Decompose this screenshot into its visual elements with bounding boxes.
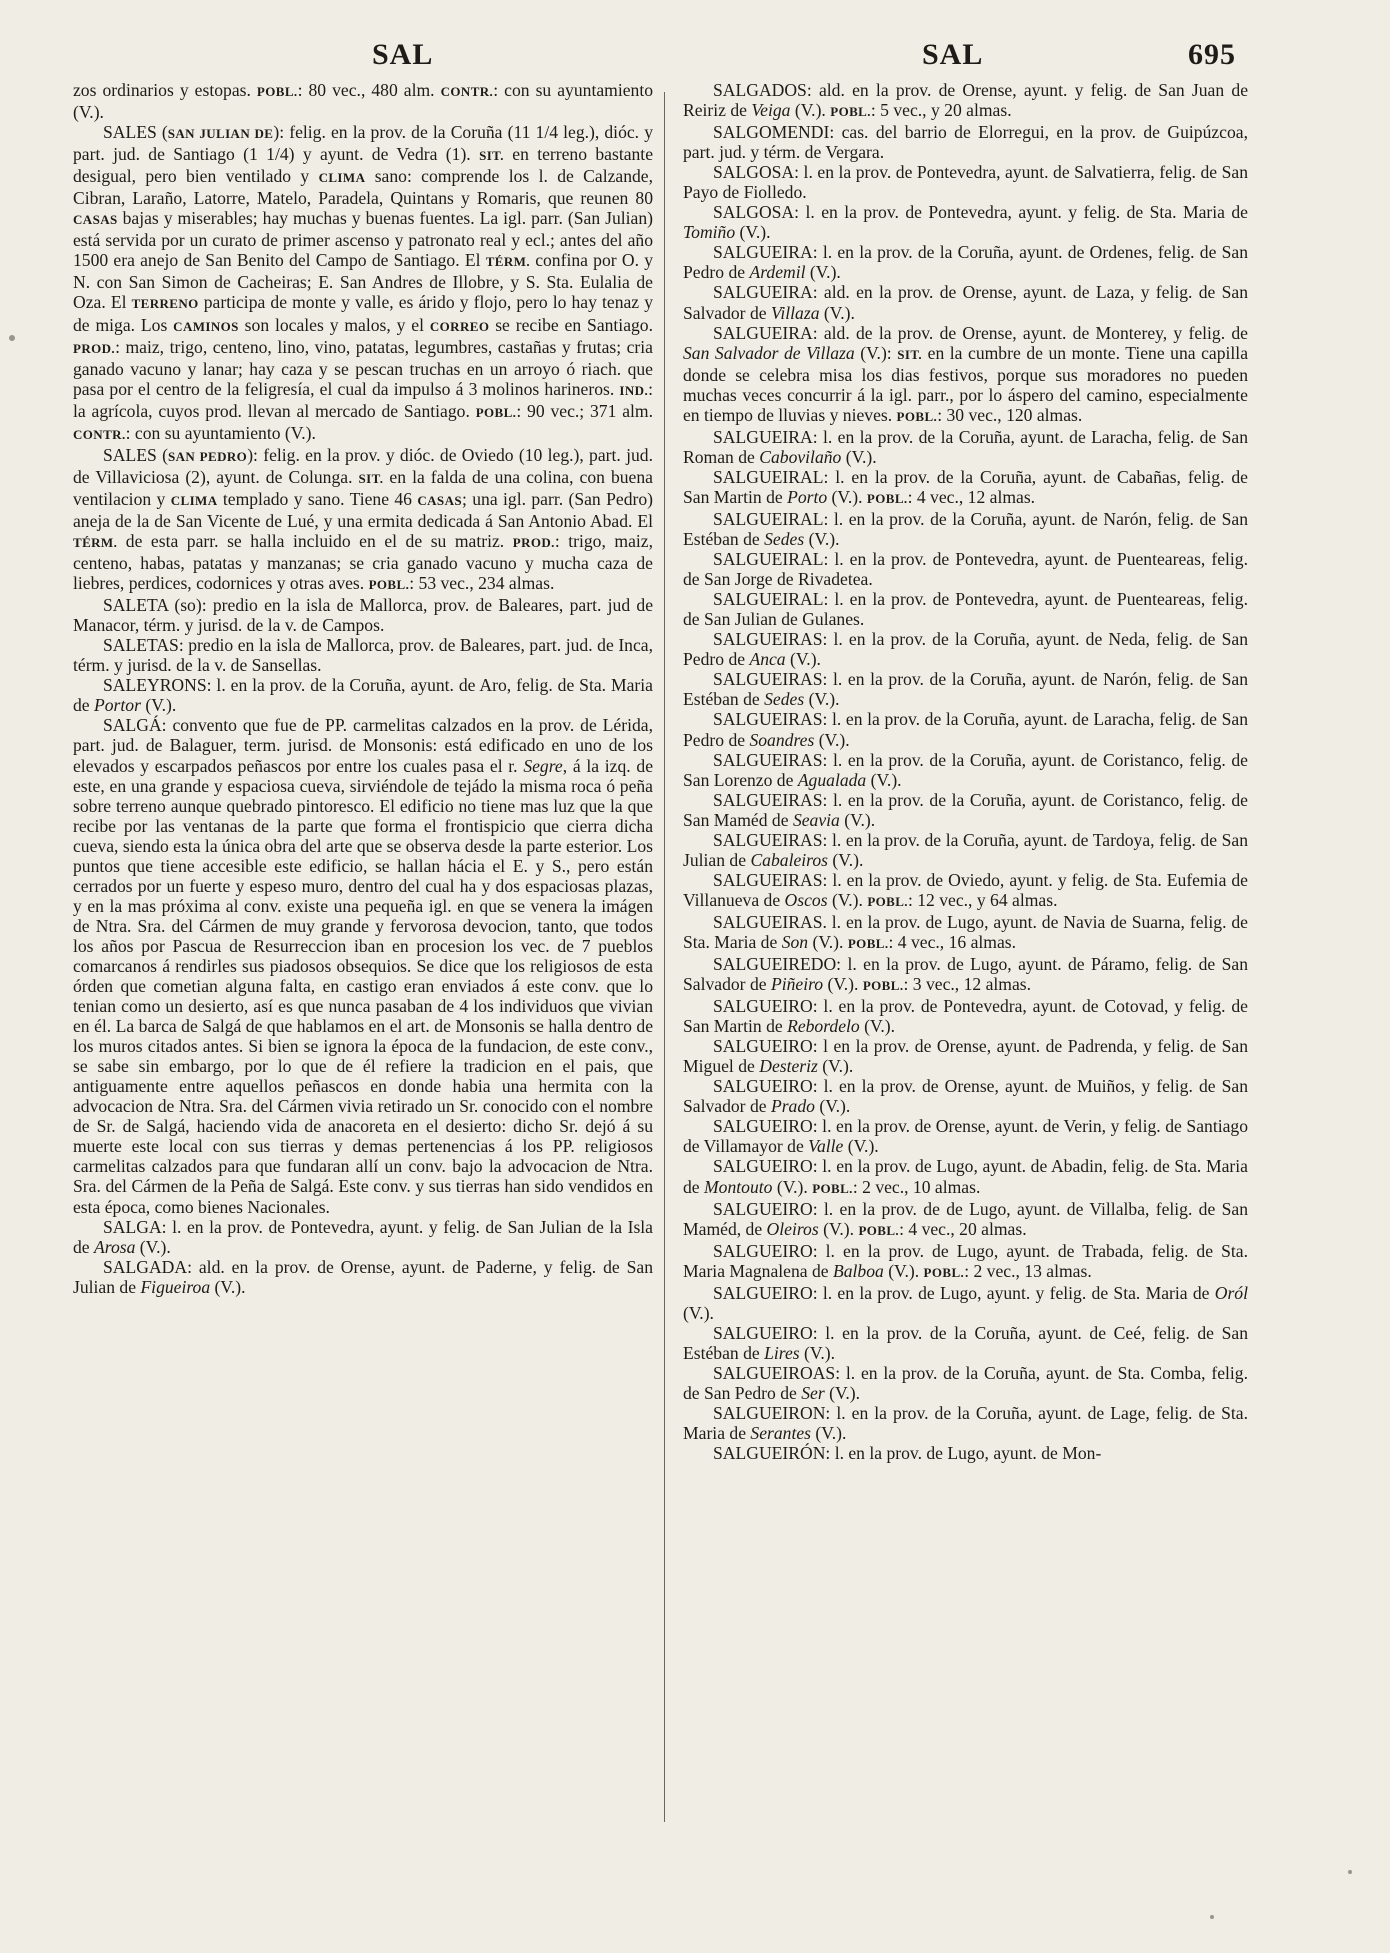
entry-abbreviation: CONTR. bbox=[440, 84, 494, 99]
entry-text: templado y sano. Tiene 46 bbox=[217, 488, 418, 509]
entry-abbreviation: CASAS bbox=[417, 492, 462, 508]
entry-italic-term: Agualada bbox=[797, 769, 867, 790]
entry-abbreviation: TÉRM. bbox=[485, 254, 530, 270]
entry-headword: SALGUEIRAS bbox=[713, 911, 823, 932]
entry-text: : 80 vec., 480 alm. bbox=[297, 80, 441, 100]
dictionary-entry bbox=[683, 509, 1248, 549]
left-column bbox=[73, 80, 653, 1297]
dictionary-entry bbox=[683, 467, 1248, 509]
entry-text: (V.). bbox=[683, 1302, 714, 1323]
entry-headword: SALGUEIRAL bbox=[713, 589, 824, 610]
entry-italic-term: Tomiño bbox=[683, 222, 736, 243]
entry-text: : l. en la prov. de la Coruña, ayunt. de Coristanco, felig. de San Lorenzo de bbox=[683, 749, 1248, 790]
entry-text: (V.). bbox=[799, 1342, 835, 1363]
entry-abbreviation: TERRENO bbox=[131, 296, 199, 312]
dictionary-entry bbox=[683, 80, 1248, 122]
entry-headword: SALGUEIRAS bbox=[713, 789, 823, 810]
entry-text: (V.). bbox=[804, 529, 840, 550]
entry-text: (V.). bbox=[814, 1096, 851, 1117]
entry-italic-term: Prado bbox=[770, 1096, 815, 1117]
entry-text: (V.). bbox=[819, 302, 855, 323]
entry-italic-term: Lires bbox=[764, 1342, 800, 1363]
entry-text: : cas. del barrio de Elorregui, en la prov. de Guipúzcoa, part. jud. y térm. de Vergara. bbox=[683, 122, 1248, 163]
dictionary-entry bbox=[73, 80, 653, 122]
entry-italic-term: Piñeiro bbox=[770, 974, 824, 995]
entry-text: (V.). bbox=[866, 769, 902, 790]
dictionary-entry bbox=[683, 162, 1248, 202]
entry-abbreviation: POBL. bbox=[867, 893, 908, 909]
entry-text: : predio en la isla de Mallorca, prov. de Baleares, part. jud. de Inca, térm. y jurisd. de la v. de Sansellas. bbox=[73, 635, 653, 676]
entry-text: (V.). bbox=[805, 262, 841, 283]
entry-text: : l. en la prov. de la Coruña, ayunt. de Ordenes, felig. de San Pedro de bbox=[683, 242, 1248, 283]
entry-italic-term: Oleiros bbox=[766, 1218, 819, 1239]
entry-italic-term: Villaza bbox=[770, 302, 820, 323]
entry-text: : l. en la prov. de la Coruña, ayunt. de Narón, felig. de San Estéban de bbox=[683, 669, 1248, 710]
entry-text: (V.). bbox=[841, 446, 877, 467]
entry-italic-term: Soandres bbox=[749, 729, 815, 750]
entry-headword: SALGUEIROAS bbox=[713, 1362, 836, 1383]
entry-italic-term: Seavia bbox=[792, 809, 840, 830]
dictionary-entry bbox=[683, 1323, 1248, 1363]
dictionary-entry bbox=[73, 675, 653, 715]
entry-abbreviation: CLIMA bbox=[170, 492, 218, 508]
dictionary-entry bbox=[683, 709, 1248, 749]
entry-headword: SALGA bbox=[103, 1216, 162, 1237]
entry-abbreviation: TÉRM. bbox=[73, 534, 118, 550]
entry-text: zos ordinarios y estopas. bbox=[73, 80, 257, 100]
entry-abbreviation: SIT. bbox=[358, 470, 384, 486]
entry-text: : l. en la prov. de la Coruña, ayunt. de Laracha, felig. de San Pedro de bbox=[683, 709, 1248, 750]
entry-text: participa de monte y valle, es árido y flojo, pero lo hay tenaz y de miga. Los bbox=[73, 292, 654, 335]
dictionary-entry bbox=[683, 912, 1248, 954]
entry-abbreviation: POBL. bbox=[896, 408, 938, 424]
entry-text: sano: comprende los l. de Calzande, Cibran, Laraño, Latorre, Matelo, Paradela, Quintans y Romaris, que reunen 80 bbox=[73, 166, 653, 209]
dictionary-entry bbox=[683, 1156, 1248, 1198]
entry-text: : ald. de la prov. de Orense, ayunt. de Monterey, y felig. de bbox=[812, 322, 1248, 343]
entry-text: ): felig. en la prov. y dióc. de Oviedo (10 leg.), part. jud. de Villaviciosa (2), ayunt. de Colunga. bbox=[73, 444, 653, 487]
entry-text: : l. en la prov. de Pontevedra, ayunt. de Puenteareas, felig. de San Jorge de Rivadetea. bbox=[683, 549, 1248, 590]
entry-text: : ald. en la prov. de Orense, ayunt. y felig. de San Juan de Reiriz de bbox=[683, 80, 1248, 121]
dictionary-entry bbox=[683, 427, 1248, 467]
entry-headword: SALGADA bbox=[103, 1256, 188, 1277]
entry-text: : l. en la prov. de Oviedo, ayunt. y felig. de Sta. Eufemia de Villanueva de bbox=[683, 869, 1248, 910]
entry-text: : 4 vec., 12 almas. bbox=[907, 486, 1036, 507]
entry-text: : ald. en la prov. de Orense, ayunt. de Laza, y felig. de San Salvador de bbox=[683, 282, 1248, 323]
entry-text: : l. en la prov. de Orense, ayunt. de Verin, y felig. de Santiago de Villamayor de bbox=[683, 1116, 1248, 1157]
page-number: 695 bbox=[1188, 38, 1236, 71]
dictionary-entry bbox=[683, 629, 1248, 669]
entry-text: : 4 vec., 16 almas. bbox=[888, 931, 1017, 952]
entry-italic-term: Son bbox=[781, 931, 809, 952]
dictionary-entry bbox=[73, 635, 653, 675]
entry-headword: SALGUEIRAS bbox=[713, 669, 823, 690]
entry-italic-term: Segre bbox=[523, 755, 563, 776]
dictionary-entry bbox=[683, 282, 1248, 322]
entry-text: (V.). bbox=[808, 931, 848, 952]
entry-text: son locales y malos, y el bbox=[238, 314, 430, 335]
entry-headword: SALGUEIRO bbox=[713, 1116, 813, 1137]
entry-headword: SALGUEIRA bbox=[713, 322, 813, 343]
entry-text: (V.). bbox=[843, 1136, 879, 1157]
dictionary-entry bbox=[683, 1363, 1248, 1403]
entry-abbreviation: POBL. bbox=[847, 935, 889, 951]
dictionary-entry bbox=[683, 323, 1248, 427]
entry-italic-term: Arosa bbox=[94, 1236, 136, 1257]
dictionary-entry bbox=[73, 595, 653, 635]
entry-abbreviation: CORREO bbox=[429, 318, 490, 334]
entry-text: : l. en la prov. de Lugo, ayunt. de Páramo, felig. de San Salvador de bbox=[683, 954, 1248, 995]
entry-text: : 3 vec., 12 almas. bbox=[903, 974, 1032, 995]
entry-headword: SALGUEIRON bbox=[713, 1403, 826, 1424]
dictionary-entry bbox=[683, 669, 1248, 709]
entry-italic-term: Desteriz bbox=[759, 1056, 818, 1077]
entry-text: , á la izq. de este, en una grande y espaciosa cueva, sirviéndole de tejádo la misma roca ó peña sobre terreno aunque quebrado pintoresco. El edificio no tiene mas luz que la que recibe por las ventanas de la parte que forma el frontispicio que cierra dicha cueva, siendo esta la única obra del arte que se observa desde la parte esterior. Los puntos que tiene accesible este edificio, se hallan hácia el E. y S., pero están cerrados por un fuerte y espeso muro, dentro del cual ha y dos espaciosas plazas, y en la mas próxima al conv. existe una pequeña igl. en que se venera la imágen de Ntra. Sra. del Cármen de muy grande y fervorosa devocion, tanto, que todos los años por Pascua de Resurreccion iban en procesion los vec. de 7 pueblos comarcanos á rendirles sus piadosos obsequios. Se dice que los religiosos de esta órden que cometian alguna falta, en castigo eran enviados á este conv. que lo tenian como un desierto, así es que nunca pasaban de 4 los individuos que vivian en él. La barca de Salgá de que hablamos en el art. de Monsonis se halla dentro de los muros citados antes. Si bien se ignora la época de la fundacion, de este conv., se sabe sin embargo, por lo que de él refiere la tradicion en el pais, que antiguamente entre aquellos peñascos en donde habia una hermita con la advocacion de Ntra. Sra. del Cármen vivia retirado un Sr. conocido con el nombre de Sr. de Salgá, haciendo vida de anacoreta en el desierto: dicho Sr. dejó á su muerte este local con sus tierras y demas pertenencias á los PP. religiosos carmelitas calzados para que fundaran allí un conv. bajo la advocacion de Ntra. Sra. del Cármen de la Peña de Salgá. Este conv. y sus tierras han sido vendidos en esta época, como bienes Nacionales. bbox=[73, 755, 653, 1217]
entry-text: : l. en la prov. de Pontevedra, ayunt. y felig. de San Julian de la Isla de bbox=[73, 1216, 653, 1257]
entry-abbreviation: POBL. bbox=[475, 404, 517, 420]
entry-abbreviation: POBL. bbox=[830, 104, 871, 120]
entry-headword: SALGÁ bbox=[103, 715, 162, 736]
entry-text: : l. en la prov. de la Coruña, ayunt. de Coristanco, felig. de San Maméd de bbox=[683, 789, 1248, 830]
dictionary-entry bbox=[683, 1199, 1248, 1241]
right-column bbox=[683, 80, 1248, 1463]
entry-headword: SALGUEIRAS bbox=[713, 749, 823, 770]
entry-italic-term: Valle bbox=[808, 1136, 844, 1157]
dictionary-entry bbox=[683, 790, 1248, 830]
paper-stain bbox=[9, 335, 15, 341]
dictionary-entry bbox=[73, 1217, 653, 1257]
entry-text: : l. en la prov. de Pontevedra, ayunt. de Puenteareas, felig. de San Julian de Gulanes. bbox=[683, 589, 1248, 630]
entry-text: ( bbox=[156, 444, 168, 465]
entry-text: en la falda de una colina, con buena ventilacion y bbox=[73, 466, 653, 509]
entry-abbreviation: CASAS bbox=[73, 212, 118, 228]
entry-text: (V.). bbox=[804, 689, 840, 710]
entry-text: : l. en la prov. de la Coruña, ayunt. de Cabañas, felig. de San Martin de bbox=[683, 466, 1248, 507]
entry-headword: SALGUEIRAS bbox=[713, 629, 823, 650]
entry-text: (V.). bbox=[824, 1383, 861, 1403]
entry-headword: SALGUEIRO bbox=[713, 1076, 813, 1097]
entry-text: (V.). bbox=[790, 100, 831, 121]
entry-italic-term: Rebordelo bbox=[787, 1016, 860, 1037]
entry-text: : la agrícola, cuyos prod. llevan al mercado de Santiago. bbox=[73, 378, 653, 421]
entry-headword: SALGUEIRAL bbox=[713, 508, 824, 529]
dictionary-entry bbox=[683, 870, 1248, 912]
entry-text: : 90 vec.; 371 alm. bbox=[516, 400, 653, 421]
entry-headword: SALGOSA bbox=[713, 202, 795, 223]
entry-italic-term: Oról bbox=[1214, 1282, 1248, 1303]
entry-text: (V.). bbox=[818, 1218, 859, 1239]
entry-abbreviation: POBL. bbox=[368, 577, 410, 593]
entry-abbreviation: SIT. bbox=[479, 148, 504, 164]
entry-text: (V.). bbox=[883, 1260, 924, 1281]
entry-abbreviation: CAMINOS bbox=[173, 318, 239, 334]
entry-text: : l. en la prov. de de Lugo, ayunt. de Villalba, felig. de San Maméd, de bbox=[683, 1198, 1248, 1239]
entry-text: : 2 vec., 13 almas. bbox=[964, 1260, 1092, 1281]
paper-stain bbox=[1210, 1915, 1214, 1919]
dictionary-entry bbox=[683, 750, 1248, 790]
entry-text: (V.). bbox=[823, 974, 863, 995]
entry-text: (V.). bbox=[735, 222, 771, 243]
entry-text: : l. en la prov. de la Coruña, ayunt. de Aro, felig. de Sta. Maria de bbox=[73, 675, 653, 716]
entry-abbreviation: SIT. bbox=[897, 346, 923, 362]
paper-stain bbox=[1348, 1870, 1352, 1874]
entry-italic-term: Porto bbox=[787, 486, 828, 507]
entry-italic-term: Ardemil bbox=[749, 262, 806, 283]
entry-abbreviation: SAN PEDRO bbox=[167, 448, 248, 464]
entry-headword: SALGUEIRÓN bbox=[713, 1443, 826, 1464]
entry-headword: SALES bbox=[103, 122, 157, 143]
entry-headword: SALGUEIRO bbox=[713, 1240, 813, 1261]
entry-text: : l en la prov. de Orense, ayunt. de Padrenda, y felig. de San Miguel de bbox=[683, 1036, 1248, 1077]
entry-headword: SALETAS bbox=[103, 635, 179, 656]
entry-headword: SALGUEIRAS bbox=[713, 829, 823, 850]
entry-abbreviation: POBL. bbox=[858, 1222, 900, 1238]
entry-text: : 4 vec., 20 almas. bbox=[899, 1218, 1027, 1239]
entry-abbreviation: SAN JULIAN DE bbox=[167, 126, 274, 142]
dictionary-entry bbox=[683, 1116, 1248, 1156]
entry-abbreviation: POBL. bbox=[256, 84, 298, 99]
entry-text: : l. en la prov. de Pontevedra, ayunt. y felig. de Sta. Maria de bbox=[794, 202, 1248, 223]
dictionary-entry bbox=[73, 122, 653, 445]
entry-text: : maiz, trigo, centeno, lino, vino, patatas, legumbres, castañas y frutas; cria ganado vacuno y lanar; hay caza y se pescan truchas en un arroyo ó riach. que pasa por el centro de la feligresía, el cual da impulso á 3 molinos harineros. bbox=[73, 336, 653, 399]
entry-abbreviation: PROD. bbox=[512, 534, 555, 550]
running-head-right: SAL bbox=[922, 38, 984, 71]
column-rule bbox=[664, 92, 665, 1822]
entry-text: : l. en la prov. de Orense, ayunt. de Muiños, y felig. de San Salvador de bbox=[683, 1076, 1248, 1117]
dictionary-entry bbox=[683, 1241, 1248, 1283]
entry-text: : l. en la prov. de la Coruña, ayunt. de Lage, felig. de Sta. Maria de bbox=[683, 1403, 1248, 1444]
entry-headword: SALGUEIRO bbox=[713, 1198, 813, 1219]
entry-italic-term: Figueiroa bbox=[140, 1276, 211, 1297]
entry-headword: SALGUEIREDO bbox=[713, 954, 837, 975]
entry-text: : 5 vec., y 20 almas. bbox=[870, 100, 1012, 121]
dictionary-entry bbox=[683, 830, 1248, 870]
entry-text: : 53 vec., 234 almas. bbox=[409, 573, 555, 594]
entry-text: (V.). bbox=[859, 1016, 896, 1037]
entry-abbreviation: POBL. bbox=[923, 1264, 965, 1280]
entry-text: : l. en la prov. de la Coruña, ayunt. de Neda, felig. de San Pedro de bbox=[683, 629, 1248, 670]
entry-text: confina por O. y N. con San Simon de Cacheiras; E. San Andres de Illobre, y S. Sta. Eulalia de Oza. El bbox=[73, 250, 653, 313]
entry-text: : l. en la prov. de la Coruña, ayunt. de Ceé, felig. de San Estéban de bbox=[683, 1322, 1248, 1363]
entry-abbreviation: CLIMA bbox=[318, 170, 366, 186]
dictionary-entry bbox=[683, 954, 1248, 996]
entry-abbreviation: CONTR. bbox=[73, 426, 126, 442]
entry-text: de esta parr. se halla incluido en el de su matriz. bbox=[117, 530, 513, 551]
entry-italic-term: Cabaleiros bbox=[750, 849, 828, 870]
entry-text: (V.). bbox=[135, 1236, 171, 1257]
entry-text: : 30 vec., 120 almas. bbox=[937, 404, 1083, 425]
dictionary-entry bbox=[683, 1036, 1248, 1076]
dictionary-entry bbox=[683, 1076, 1248, 1116]
dictionary-entry bbox=[73, 715, 653, 1216]
entry-text: : l. en la prov. de la Coruña, ayunt. de Sta. Comba, felig. de San Pedro de bbox=[683, 1362, 1248, 1403]
entry-headword: SALGUEIRAS bbox=[713, 869, 823, 890]
entry-text: ( bbox=[156, 122, 168, 143]
dictionary-entry bbox=[683, 549, 1248, 589]
entry-headword: SALGUEIRO bbox=[713, 1282, 813, 1303]
entry-headword: SALGUEIRA bbox=[713, 282, 813, 303]
entry-text: ; una igl. parr. (San Pedro) aneja de la de San Vicente de Lué, y una ermita dedicada á San Antonio Abad. El bbox=[73, 488, 654, 531]
entry-text: : l. en la prov. de Lugo, ayunt. de Mon- bbox=[825, 1443, 1102, 1464]
dictionary-entry bbox=[73, 1257, 653, 1297]
entry-abbreviation: POBL. bbox=[866, 490, 908, 506]
entry-headword: SALETA bbox=[103, 595, 169, 616]
entry-text: : trigo, maiz, centeno, habas, patatas y manzanas; se cria ganado vacuno y mucha caza de liebres, perdices, codornices y otras aves. bbox=[73, 530, 653, 594]
entry-headword: SALGADOS bbox=[713, 80, 807, 100]
entry-headword: SALGUEIRO bbox=[713, 1036, 813, 1057]
entry-headword: SALGUEIRO bbox=[713, 1156, 813, 1177]
entry-text: (V.). bbox=[827, 889, 868, 910]
entry-text: : 12 vec., y 64 almas. bbox=[907, 889, 1058, 910]
entry-text: (V.). bbox=[210, 1276, 246, 1297]
entry-italic-term: Portor bbox=[94, 695, 141, 716]
entry-text: (V.). bbox=[839, 809, 876, 830]
entry-headword: SALGUEIRAL bbox=[713, 549, 824, 570]
dictionary-entry bbox=[683, 1403, 1248, 1443]
entry-text: (V.): bbox=[854, 342, 898, 363]
entry-italic-term: Oscos bbox=[784, 889, 828, 910]
entry-text: en terreno bastante desigual, pero bien ventilado y bbox=[73, 144, 654, 187]
entry-headword: SALGOSA bbox=[713, 162, 795, 183]
entry-abbreviation: POBL. bbox=[812, 1180, 853, 1196]
entry-headword: SALGUEIRA bbox=[713, 426, 813, 447]
entry-text: (V.). bbox=[828, 849, 864, 870]
entry-text: bajas y miserables; hay muchas y buenas fuentes. La igl. parr. (San Julian) está servida por un curato de primer ascenso y patronato real y ecl.; antes del año 1500 era anejo de San Benito del Campo de Santiago. El bbox=[73, 208, 653, 271]
entry-text: en la cumbre de un monte. Tiene una capilla donde se celebra misa los dias festivos, porque sus moradores no pueden muchas veces concurrir á la igl. parr., por lo áspero del camino, especialmente en tiempo de lluvias y nieves. bbox=[683, 342, 1249, 425]
entry-text: (so): predio en la isla de Mallorca, prov. de Baleares, part. jud de Manacor, térm. y jurisd. de la v. de Campos. bbox=[73, 595, 653, 636]
entry-abbreviation: PROD. bbox=[73, 340, 116, 356]
entry-italic-term: Montouto bbox=[704, 1176, 773, 1197]
entry-headword: SALEYRONS bbox=[103, 675, 207, 696]
entry-italic-term: Serantes bbox=[750, 1423, 812, 1444]
entry-abbreviation: IND. bbox=[619, 382, 649, 398]
entry-italic-term: Balboa bbox=[832, 1260, 884, 1281]
entry-abbreviation: POBL. bbox=[862, 978, 904, 994]
entry-text: (V.). bbox=[772, 1176, 813, 1197]
entry-headword: SALGUEIRAS bbox=[713, 709, 823, 730]
entry-headword: SALGUEIRO bbox=[713, 996, 813, 1017]
dictionary-entry bbox=[683, 996, 1248, 1036]
entry-text: (V.). bbox=[785, 649, 821, 670]
entry-text: : ald. en la prov. de Orense, ayunt. de Paderne, y felig. de San Julian de bbox=[73, 1256, 653, 1297]
dictionary-entry bbox=[683, 1283, 1248, 1323]
dictionary-entry bbox=[683, 1443, 1248, 1463]
entry-text: : l. en la prov. de la Coruña, ayunt. de Narón, felig. de San Estéban de bbox=[683, 508, 1248, 550]
entry-headword: SALGUEIRO bbox=[713, 1322, 813, 1343]
entry-text: : con su ayuntamiento (V.). bbox=[125, 422, 316, 443]
entry-italic-term: San Salvador de Villaza bbox=[683, 342, 855, 363]
entry-text: (V.). bbox=[811, 1423, 847, 1444]
entry-text: (V.). bbox=[140, 695, 177, 716]
entry-italic-term: Cabovilaño bbox=[759, 446, 842, 467]
dictionary-entry bbox=[683, 122, 1248, 162]
entry-italic-term: Sedes bbox=[764, 689, 805, 710]
dictionary-entry bbox=[683, 589, 1248, 629]
entry-text: : 2 vec., 10 almas. bbox=[852, 1176, 981, 1197]
running-head-left: SAL bbox=[372, 38, 434, 71]
entry-text: . l. en la prov. de Lugo, ayunt. de Navia de Suarna, felig. de Sta. Maria de bbox=[683, 911, 1248, 952]
entry-headword: SALGOMENDI bbox=[713, 122, 830, 143]
entry-text: : convento que fue de PP. carmelitas calzados en la prov. de Lérida, part. jud. de Balaguer, term. jurisd. de Monsonis: está edificado en uno de los elevados y escarpados peñascos por entre los cuales pasa el r. bbox=[73, 715, 653, 776]
entry-italic-term: Veiga bbox=[751, 100, 791, 121]
entry-italic-term: Ser bbox=[801, 1383, 825, 1403]
entry-text: : l. en la prov. de Lugo, ayunt. de Trabada, felig. de Sta. Maria Magnalena de bbox=[683, 1240, 1248, 1281]
entry-italic-term: Anca bbox=[749, 649, 786, 670]
entry-text: (V.). bbox=[827, 486, 867, 507]
entry-text: ): felig. en la prov. de la Coruña (11 1/4 leg.), dióc. y part. jud. de Santiago (1 1/4) y ayunt. de Vedra (1). bbox=[73, 122, 653, 165]
entry-text: se recibe en Santiago. bbox=[489, 314, 653, 335]
entry-text: : l. en la prov. de la Coruña, ayunt. de Laracha, felig. de San Roman de bbox=[683, 426, 1248, 467]
entry-italic-term: Sedes bbox=[764, 529, 805, 550]
entry-text: : l. en la prov. de Pontevedra, ayunt. de Salvatierra, felig. de San Payo de Fiolledo. bbox=[683, 162, 1248, 203]
dictionary-entry bbox=[73, 445, 653, 595]
entry-headword: SALGUEIRAL bbox=[713, 466, 824, 487]
entry-text: : con su ayuntamiento (V.). bbox=[73, 80, 654, 123]
entry-text: (V.). bbox=[814, 729, 850, 750]
dictionary-entry bbox=[683, 202, 1248, 242]
dictionary-entry bbox=[683, 242, 1248, 282]
entry-text: : l. en la prov. de Pontevedra, ayunt. de Cotovad, y felig. de San Martin de bbox=[683, 996, 1248, 1037]
entry-text: : l. en la prov. de Lugo, ayunt. y felig. de Sta. Maria de bbox=[812, 1282, 1215, 1303]
entry-text: (V.). bbox=[817, 1056, 854, 1077]
entry-headword: SALES bbox=[103, 444, 157, 465]
entry-text: : l. en la prov. de la Coruña, ayunt. de Tardoya, felig. de San Julian de bbox=[683, 829, 1248, 870]
entry-text: : l. en la prov. de Lugo, ayunt. de Abadin, felig. de Sta. Maria de bbox=[683, 1156, 1248, 1197]
entry-headword: SALGUEIRA bbox=[713, 242, 813, 263]
